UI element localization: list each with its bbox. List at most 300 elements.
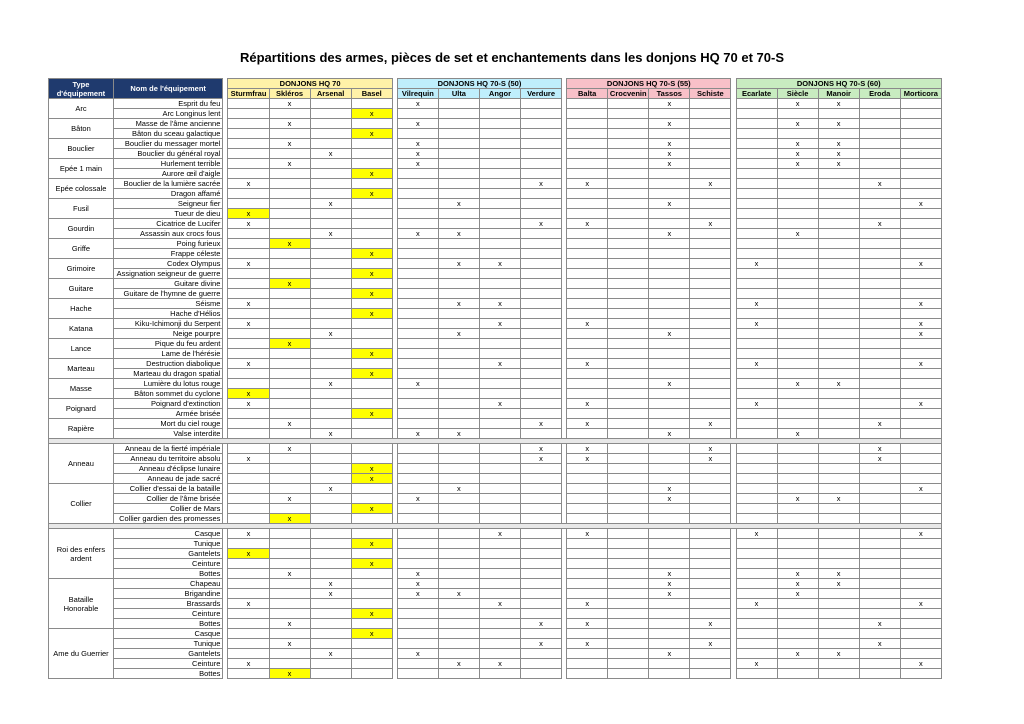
- drop-cell: [438, 559, 479, 569]
- drop-cell: [690, 119, 731, 129]
- drop-cell: [777, 549, 818, 559]
- drop-cell: [777, 559, 818, 569]
- equipment-name: Chapeau: [113, 579, 223, 589]
- drop-cell: [479, 109, 520, 119]
- drop-cell: [269, 229, 310, 239]
- drop-cell: [649, 169, 690, 179]
- equipment-name: Bottes: [113, 569, 223, 579]
- drop-cell: [438, 99, 479, 109]
- equipment-name: Collier d'essai de la bataille: [113, 484, 223, 494]
- dungeon-column-header: Manoir: [818, 89, 859, 99]
- drop-cell: [397, 369, 438, 379]
- equipment-name: Armée brisée: [113, 409, 223, 419]
- drop-cell: [818, 349, 859, 359]
- equipment-type: Epée 1 main: [49, 159, 114, 179]
- equipment-type: Masse: [49, 379, 114, 399]
- equipment-name: Collier de l'âme brisée: [113, 494, 223, 504]
- dungeon-column-header: Skléros: [269, 89, 310, 99]
- drop-cell: [608, 249, 649, 259]
- drop-cell: x: [310, 229, 351, 239]
- drop-cell: [438, 514, 479, 524]
- drop-cell: [567, 299, 608, 309]
- drop-cell: [521, 559, 562, 569]
- drop-cell: [521, 504, 562, 514]
- drop-cell: [269, 209, 310, 219]
- drop-cell: [818, 589, 859, 599]
- drop-cell: [608, 669, 649, 679]
- drop-cell: x: [228, 454, 269, 464]
- equipment-type: Griffe: [49, 239, 114, 259]
- drop-cell: [438, 619, 479, 629]
- drop-cell: [777, 409, 818, 419]
- drop-cell: x: [859, 419, 900, 429]
- drop-cell: x: [567, 454, 608, 464]
- drop-cell: x: [521, 619, 562, 629]
- drop-cell: [900, 419, 941, 429]
- drop-cell: [228, 474, 269, 484]
- drop-cell: x: [479, 259, 520, 269]
- equipment-name: Gantelets: [113, 549, 223, 559]
- drop-cell: [438, 219, 479, 229]
- drop-cell: [351, 639, 392, 649]
- drop-cell: [228, 149, 269, 159]
- drop-cell: [521, 129, 562, 139]
- drop-cell: [690, 299, 731, 309]
- drop-cell: [690, 464, 731, 474]
- drop-cell: [310, 309, 351, 319]
- table-row: [49, 269, 942, 279]
- drop-cell: [310, 464, 351, 474]
- drop-cell: x: [736, 529, 777, 539]
- drop-cell: [228, 379, 269, 389]
- drop-cell: x: [649, 379, 690, 389]
- drop-cell: x: [777, 429, 818, 439]
- drop-cell: [479, 209, 520, 219]
- drop-cell: [228, 429, 269, 439]
- drop-cell: x: [269, 444, 310, 454]
- table-row: [49, 454, 942, 464]
- equipment-name: Hache d'Hélios: [113, 309, 223, 319]
- drop-cell: x: [859, 179, 900, 189]
- table-row: [49, 649, 942, 659]
- drop-cell: [736, 464, 777, 474]
- drop-cell: [479, 579, 520, 589]
- drop-cell: x: [438, 589, 479, 599]
- drop-cell: x: [690, 639, 731, 649]
- drop-cell: [900, 589, 941, 599]
- drop-cell: [900, 369, 941, 379]
- drop-cell: [736, 379, 777, 389]
- drop-cell: x: [228, 299, 269, 309]
- drop-cell: [351, 454, 392, 464]
- drop-cell: [521, 269, 562, 279]
- drop-cell: [228, 589, 269, 599]
- drop-cell: [900, 669, 941, 679]
- drop-cell: [228, 339, 269, 349]
- drop-cell: [397, 239, 438, 249]
- drop-cell: [438, 279, 479, 289]
- drop-cell: [479, 369, 520, 379]
- drop-cell: x: [649, 429, 690, 439]
- drop-cell: [690, 149, 731, 159]
- drop-cell: x: [567, 179, 608, 189]
- drop-cell: [438, 669, 479, 679]
- drop-cell: [351, 429, 392, 439]
- drop-cell: x: [228, 179, 269, 189]
- drop-cell: [479, 149, 520, 159]
- drop-cell: [777, 349, 818, 359]
- table-row: [49, 609, 942, 619]
- drop-cell: [521, 249, 562, 259]
- table-row: [49, 339, 942, 349]
- drop-cell: [690, 529, 731, 539]
- drop-cell: [567, 269, 608, 279]
- drop-cell: x: [649, 329, 690, 339]
- drop-cell: [859, 669, 900, 679]
- drop-cell: [479, 199, 520, 209]
- drop-cell: [228, 249, 269, 259]
- drop-cell: [777, 339, 818, 349]
- drop-cell: [900, 409, 941, 419]
- drop-cell: x: [269, 339, 310, 349]
- drop-cell: [649, 289, 690, 299]
- drop-cell: [438, 539, 479, 549]
- drop-cell: [521, 429, 562, 439]
- drop-cell: x: [397, 119, 438, 129]
- drop-cell: [521, 139, 562, 149]
- drop-cell: [608, 149, 649, 159]
- drop-cell: [269, 249, 310, 259]
- drop-cell: [228, 419, 269, 429]
- drop-cell: [859, 529, 900, 539]
- drop-cell: x: [351, 369, 392, 379]
- drop-cell: [690, 549, 731, 559]
- drop-cell: [310, 109, 351, 119]
- drop-cell: [608, 179, 649, 189]
- drop-cell: x: [818, 149, 859, 159]
- drop-cell: [438, 464, 479, 474]
- drop-cell: [818, 109, 859, 119]
- dungeon-column-header: Morticora: [900, 89, 941, 99]
- drop-cell: [859, 539, 900, 549]
- drop-cell: [228, 369, 269, 379]
- table-row: [49, 669, 942, 679]
- drop-cell: [818, 629, 859, 639]
- drop-cell: [736, 589, 777, 599]
- drop-cell: [438, 639, 479, 649]
- drop-cell: x: [777, 139, 818, 149]
- drop-cell: x: [269, 159, 310, 169]
- drop-cell: [777, 669, 818, 679]
- drop-cell: [900, 379, 941, 389]
- drop-cell: [608, 484, 649, 494]
- equipment-name: Dragon affamé: [113, 189, 223, 199]
- drop-cell: [736, 329, 777, 339]
- drop-cell: x: [310, 649, 351, 659]
- drop-cell: [567, 259, 608, 269]
- drop-cell: x: [736, 299, 777, 309]
- drop-cell: [310, 454, 351, 464]
- drop-cell: [859, 379, 900, 389]
- drop-cell: [608, 109, 649, 119]
- drop-cell: [649, 399, 690, 409]
- drop-cell: [859, 209, 900, 219]
- drop-cell: [310, 514, 351, 524]
- drop-cell: [310, 559, 351, 569]
- drop-cell: [690, 139, 731, 149]
- drop-cell: [479, 474, 520, 484]
- drop-cell: [818, 399, 859, 409]
- drop-cell: x: [438, 259, 479, 269]
- drop-cell: [859, 289, 900, 299]
- drop-cell: [521, 359, 562, 369]
- drop-cell: [269, 484, 310, 494]
- equipment-type: Roi des enfers ardent: [49, 529, 114, 579]
- drop-cell: x: [310, 199, 351, 209]
- drop-cell: [777, 419, 818, 429]
- equipment-name: Bâton sommet du cyclone: [113, 389, 223, 399]
- drop-cell: [351, 259, 392, 269]
- drop-cell: [310, 139, 351, 149]
- table-row: [49, 589, 942, 599]
- drop-cell: [736, 514, 777, 524]
- drop-cell: x: [269, 619, 310, 629]
- drop-cell: [608, 454, 649, 464]
- dungeon-column-header: Sturmfrau: [228, 89, 269, 99]
- drop-cell: [859, 369, 900, 379]
- drop-cell: [310, 219, 351, 229]
- drop-cell: [608, 649, 649, 659]
- drop-cell: [397, 199, 438, 209]
- drop-cell: [900, 249, 941, 259]
- drop-cell: [736, 619, 777, 629]
- drop-cell: [818, 609, 859, 619]
- drop-cell: [479, 279, 520, 289]
- drop-cell: [351, 589, 392, 599]
- drop-cell: [777, 369, 818, 379]
- drop-cell: [228, 189, 269, 199]
- drop-cell: x: [521, 419, 562, 429]
- drop-cell: [567, 249, 608, 259]
- drop-cell: [608, 299, 649, 309]
- drop-cell: [310, 599, 351, 609]
- drop-cell: x: [438, 429, 479, 439]
- drop-cell: [521, 609, 562, 619]
- drop-cell: x: [269, 639, 310, 649]
- drop-cell: [521, 579, 562, 589]
- equipment-type: Bouclier: [49, 139, 114, 159]
- drop-cell: [736, 669, 777, 679]
- drop-cell: x: [900, 199, 941, 209]
- equipment-name: Destruction diabolique: [113, 359, 223, 369]
- drop-cell: [310, 659, 351, 669]
- drop-cell: [690, 339, 731, 349]
- drop-cell: x: [777, 494, 818, 504]
- drop-cell: [900, 569, 941, 579]
- table-row: [49, 109, 942, 119]
- drop-cell: x: [736, 599, 777, 609]
- drop-cell: [736, 239, 777, 249]
- equipment-type: Rapière: [49, 419, 114, 439]
- drop-cell: x: [690, 219, 731, 229]
- drop-cell: [859, 339, 900, 349]
- equipment-type: Anneau: [49, 444, 114, 484]
- drop-cell: [777, 189, 818, 199]
- drop-cell: x: [859, 444, 900, 454]
- table-row: [49, 409, 942, 419]
- drop-cell: [690, 579, 731, 589]
- drop-cell: x: [397, 494, 438, 504]
- drop-cell: [438, 129, 479, 139]
- drop-cell: [397, 409, 438, 419]
- drop-cell: [228, 99, 269, 109]
- drop-cell: x: [310, 579, 351, 589]
- drop-cell: [859, 599, 900, 609]
- drop-cell: [438, 649, 479, 659]
- drop-cell: [310, 349, 351, 359]
- drop-cell: [228, 239, 269, 249]
- drop-cell: [608, 399, 649, 409]
- drop-cell: [438, 444, 479, 454]
- equipment-name: Seigneur fier: [113, 199, 223, 209]
- drop-cell: [351, 399, 392, 409]
- drop-cell: x: [351, 169, 392, 179]
- drop-cell: [690, 599, 731, 609]
- drop-cell: [859, 504, 900, 514]
- drop-cell: [900, 289, 941, 299]
- drop-cell: [521, 309, 562, 319]
- drop-cell: [228, 279, 269, 289]
- drop-cell: x: [228, 359, 269, 369]
- drop-cell: [900, 504, 941, 514]
- drop-cell: [900, 514, 941, 524]
- drop-cell: x: [351, 109, 392, 119]
- drop-cell: [690, 319, 731, 329]
- drop-cell: [438, 289, 479, 299]
- drop-cell: x: [567, 529, 608, 539]
- dungeon-group-header: DONJONS HQ 70-S (50): [397, 79, 561, 89]
- drop-cell: [479, 559, 520, 569]
- drop-cell: [649, 529, 690, 539]
- drop-cell: [228, 349, 269, 359]
- drop-cell: [228, 579, 269, 589]
- drop-cell: [567, 349, 608, 359]
- drop-cell: [351, 669, 392, 679]
- drop-cell: [479, 119, 520, 129]
- drop-cell: [690, 669, 731, 679]
- drop-cell: [397, 289, 438, 299]
- drop-cell: [479, 619, 520, 629]
- drop-cell: [649, 504, 690, 514]
- equipment-name: Mort du ciel rouge: [113, 419, 223, 429]
- drop-cell: x: [777, 569, 818, 579]
- drop-cell: [649, 419, 690, 429]
- drop-cell: [438, 474, 479, 484]
- drop-cell: [269, 579, 310, 589]
- equipment-name: Tunique: [113, 539, 223, 549]
- drop-cell: [777, 279, 818, 289]
- drop-cell: [818, 659, 859, 669]
- drop-cell: x: [818, 569, 859, 579]
- drop-cell: [521, 389, 562, 399]
- drop-cell: [479, 349, 520, 359]
- drop-cell: x: [310, 329, 351, 339]
- drop-cell: [397, 129, 438, 139]
- drop-cell: [397, 259, 438, 269]
- equipment-name: Pique du feu ardent: [113, 339, 223, 349]
- drop-cell: [608, 159, 649, 169]
- drop-cell: [351, 619, 392, 629]
- equipment-type: Fusil: [49, 199, 114, 219]
- drop-cell: [736, 484, 777, 494]
- drop-cell: [438, 269, 479, 279]
- drop-cell: [479, 454, 520, 464]
- drop-cell: [310, 389, 351, 399]
- drop-cell: [479, 669, 520, 679]
- drop-cell: [608, 474, 649, 484]
- table-row: [49, 209, 942, 219]
- drop-cell: [567, 229, 608, 239]
- drop-cell: [438, 189, 479, 199]
- drop-cell: [818, 504, 859, 514]
- drop-cell: [567, 279, 608, 289]
- drop-cell: [649, 349, 690, 359]
- drop-cell: [438, 549, 479, 559]
- drop-cell: [310, 289, 351, 299]
- drop-cell: [567, 169, 608, 179]
- equipment-name: Poing furieux: [113, 239, 223, 249]
- drop-cell: [777, 219, 818, 229]
- drop-cell: [310, 504, 351, 514]
- drop-cell: [397, 559, 438, 569]
- drop-cell: [736, 609, 777, 619]
- drop-cell: [736, 219, 777, 229]
- drop-cell: [649, 629, 690, 639]
- drop-cell: [521, 319, 562, 329]
- drop-cell: [479, 539, 520, 549]
- drop-cell: [567, 504, 608, 514]
- drop-cell: [567, 649, 608, 659]
- drop-cell: x: [649, 579, 690, 589]
- drop-cell: [397, 619, 438, 629]
- table-row: [49, 129, 942, 139]
- drop-cell: [818, 259, 859, 269]
- drop-cell: [736, 559, 777, 569]
- drop-cell: [777, 599, 818, 609]
- drop-cell: x: [228, 389, 269, 399]
- drop-cell: x: [479, 359, 520, 369]
- equipment-name: Ceinture: [113, 559, 223, 569]
- dungeon-column-header: Basel: [351, 89, 392, 99]
- dungeon-column-header: Tassos: [649, 89, 690, 99]
- table-row: [49, 149, 942, 159]
- drop-cell: x: [397, 99, 438, 109]
- drop-cell: [310, 359, 351, 369]
- drop-cell: [649, 239, 690, 249]
- drop-cell: [351, 419, 392, 429]
- drop-cell: x: [567, 319, 608, 329]
- drop-cell: [438, 399, 479, 409]
- drop-cell: [521, 464, 562, 474]
- drop-cell: [859, 589, 900, 599]
- drop-cell: x: [351, 559, 392, 569]
- drop-cell: x: [397, 589, 438, 599]
- drop-cell: x: [567, 419, 608, 429]
- dungeon-group-header: DONJONS HQ 70-S (55): [567, 79, 731, 89]
- drop-cell: [228, 504, 269, 514]
- table-row: [49, 349, 942, 359]
- drop-cell: [269, 319, 310, 329]
